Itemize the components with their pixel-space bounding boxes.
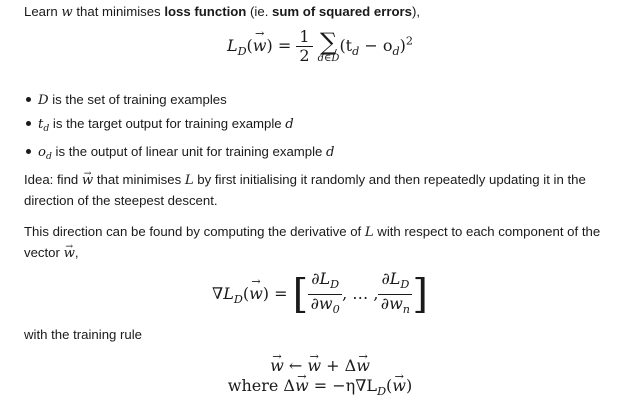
- direction-p1: This direction can be found by computing the derivative of: [24, 224, 365, 239]
- list-item: [24, 140, 622, 168]
- eq1-power: 2: [405, 34, 414, 48]
- direction-p3: ,: [74, 245, 79, 260]
- eq3-w2: w →: [307, 356, 321, 376]
- eq3-where: where Δ: [227, 376, 295, 395]
- bullet-symbol-sub: d: [43, 123, 50, 135]
- intro-text: [24, 2, 622, 23]
- eq2-arg: (w →) =: [243, 284, 288, 303]
- eq2-num1-text: ∂L: [311, 269, 331, 288]
- eq2-den2-text: ∂w: [380, 293, 403, 313]
- intro-prefix: Learn: [24, 4, 62, 19]
- eq2-dots: , … ,: [342, 283, 379, 303]
- eq2-den2: [378, 295, 412, 319]
- eq2-num1: [308, 270, 342, 295]
- bullet-tail: d: [285, 117, 294, 132]
- direction-paragraph: [24, 222, 622, 264]
- eq2-num2-sub: D: [400, 277, 410, 291]
- eq3-sub: D: [377, 384, 387, 398]
- bullet-text: is the output of linear unit for training example: [51, 144, 327, 160]
- list-item: [24, 112, 622, 140]
- loss-function-term: loss function: [164, 4, 247, 19]
- eq1-close: ): [399, 36, 406, 55]
- intro-mid: that minimises: [72, 4, 165, 19]
- eq2-num1-sub: D: [330, 277, 340, 291]
- eq1-sum-symbol: ∑: [319, 28, 338, 56]
- eq2-lhs: ∇L: [212, 283, 234, 303]
- eq2-den2-sub: n: [402, 302, 410, 316]
- update-rule-equation: [0, 356, 640, 402]
- update-rule-line2: [0, 376, 640, 402]
- eq3-w3: w →: [356, 356, 370, 376]
- left-bracket: [: [292, 271, 309, 318]
- update-rule-line1: [0, 356, 640, 376]
- idea-L: L: [184, 173, 194, 188]
- idea-paragraph: [24, 170, 622, 211]
- idea-p2: that minimises: [93, 172, 185, 187]
- eq1-t-sub: d: [352, 44, 360, 58]
- eq2-frac2: [378, 270, 412, 319]
- eq1-lhs: L: [226, 36, 238, 55]
- eq2-den1-sub: 0: [332, 302, 340, 316]
- bullet-tail: d: [326, 145, 335, 161]
- eq1-w-vector: w →: [253, 36, 267, 55]
- eq1-lhs-sub: D: [237, 44, 247, 58]
- intro-paren-open: (ie.: [246, 4, 273, 19]
- eq3-plus: + Δ: [321, 356, 357, 375]
- eq3-open: (: [386, 376, 393, 395]
- direction-L: L: [364, 225, 374, 240]
- bullet-text: is the set of training examples: [48, 92, 227, 107]
- eq3-w5: w →: [392, 376, 406, 396]
- training-rule-label: with the training rule: [24, 327, 143, 342]
- loss-equation: [0, 28, 640, 65]
- gradient-equation: [0, 270, 640, 319]
- definitions-list: [24, 88, 622, 168]
- eq3-close: ): [406, 376, 413, 395]
- right-bracket: ]: [412, 271, 428, 318]
- eq2-num2: [378, 270, 412, 295]
- eq1-o-sub: d: [392, 44, 400, 58]
- eq1-half-fraction: [296, 28, 312, 65]
- eq1-frac-den: 2: [299, 46, 310, 65]
- eq2-den1: [308, 295, 342, 319]
- eq1-sum: [317, 28, 340, 65]
- idea-p1: Idea: find: [24, 172, 82, 187]
- intro-paren-close: ),: [412, 4, 421, 19]
- direction-w-vector: w →: [64, 244, 75, 264]
- eq2-w-vector: w →: [249, 284, 263, 303]
- eq3-w1: w →: [270, 356, 284, 376]
- eq1-frac-num: 1: [296, 28, 312, 47]
- eq3-w4: w →: [295, 376, 309, 396]
- eq1-minus: − o: [359, 36, 393, 55]
- bullet-symbol: t: [38, 117, 44, 132]
- eq2-den1-text: ∂w: [310, 293, 333, 313]
- eq2-num2-text: ∂L: [381, 269, 401, 288]
- eq2-frac1: [308, 270, 342, 319]
- sum-squared-errors-term: sum of squared errors: [272, 4, 413, 19]
- bullet-symbol-sub: d: [45, 151, 52, 163]
- eq2-lhs-sub: D: [233, 292, 243, 306]
- idea-p3: by first initialising it randomly and then repeatedly updating it in the direction of the steepest descent.: [24, 172, 586, 208]
- direction-p2: with respect to each component of the vector: [24, 224, 601, 260]
- eq1-sum-sub: d∈D: [317, 53, 340, 64]
- eq1-body: (t: [339, 36, 353, 55]
- bullet-symbol: D: [38, 93, 49, 108]
- intro-w-symbol: w: [61, 5, 73, 20]
- bullet-symbol: o: [38, 145, 46, 161]
- eq3-arrow: ←: [283, 356, 308, 375]
- eq1-arg: (w →) =: [247, 36, 292, 55]
- eq3-eq: = −η∇L: [308, 376, 378, 395]
- bullet-text: is the target output for training example: [49, 116, 286, 131]
- list-item: [24, 88, 622, 112]
- idea-w-vector: w →: [82, 171, 93, 191]
